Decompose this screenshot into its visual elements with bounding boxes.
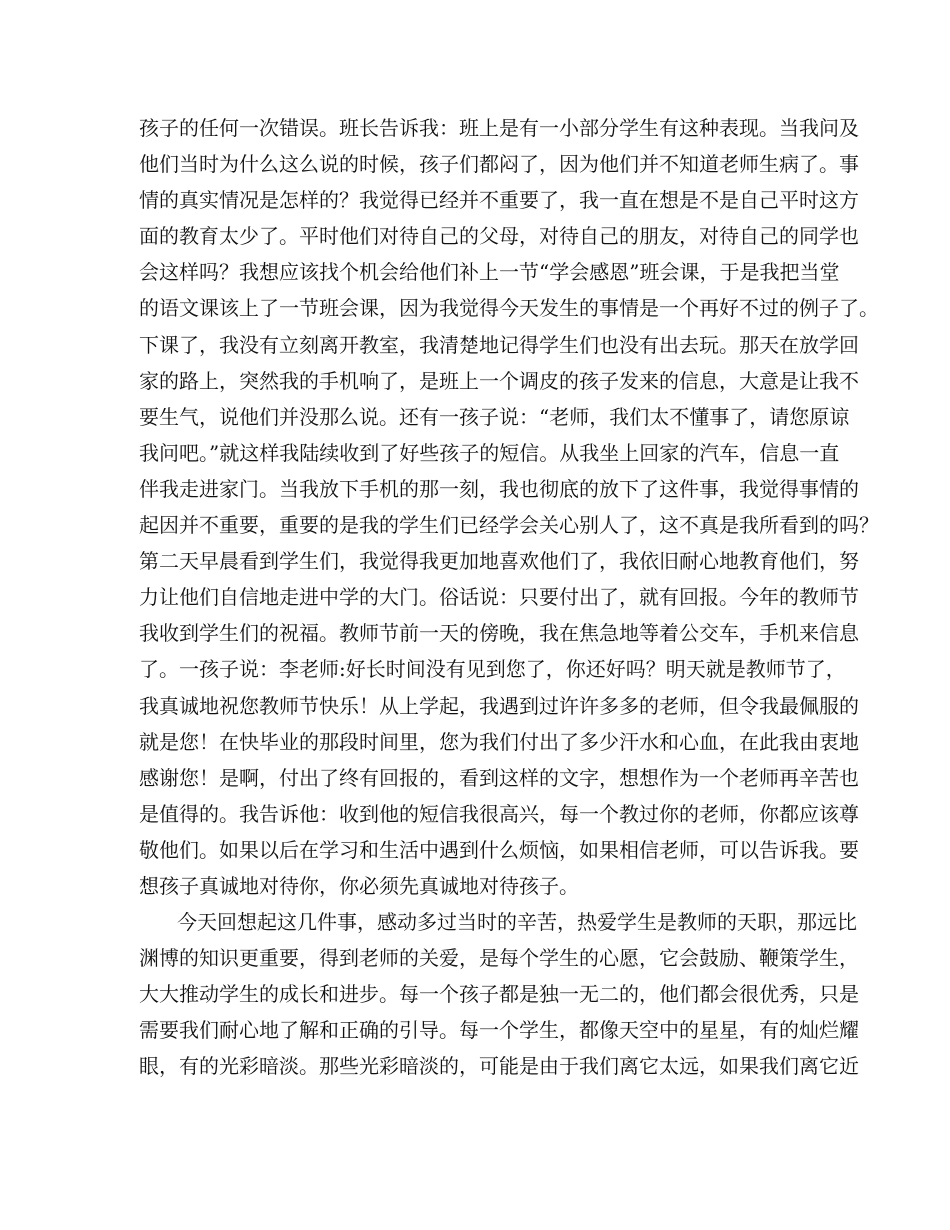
paragraph-start-line: 今天回想起这几件事，感动多过当时的辛苦，热爱学生是教师的天职，那远比 [177,910,857,935]
text-line: 敬他们。如果以后在学习和生活中遇到什么烦恼，如果相信老师，可以告诉我。要 [139,837,859,862]
text-line: 大大推动学生的成长和进步。每一个孩子都是独一无二的，他们都会很优秀，只是 [139,982,859,1007]
text-line: 感谢您！是啊，付出了终有回报的，看到这样的文字，想想作为一个老师再辛苦也 [139,765,859,790]
text-line: 渊博的知识更重要，得到老师的关爱，是每个学生的心愿，它会鼓励、鞭策学生， [139,946,859,971]
text-line: 会这样吗？我想应该找个机会给他们补上一节“学会感恩”班会课，于是我把当堂 [139,260,840,285]
text-line: 需要我们耐心地了解和正确的引导。每一个学生，都像天空中的星星，有的灿烂耀 [139,1018,859,1043]
text-line: 起因并不重要，重要的是我的学生们已经学会关心别人了，这不真是我所看到的吗？ [139,513,879,538]
text-line: 了。一孩子说：李老师:好长时间没有见到您了，你还好吗？明天就是教师节了， [139,657,846,682]
text-line: 要生气，说他们并没那么说。还有一孩子说：“老师，我们太不懂事了，请您原谅 [139,404,850,429]
text-line: 我问吧。”就这样我陆续收到了好些孩子的短信。从我坐上回家的汽车，信息一直 [139,440,840,465]
text-line: 面的教育太少了。平时他们对待自己的父母，对待自己的朋友，对待自己的同学也 [139,224,859,249]
text-line: 第二天早晨看到学生们，我觉得我更加地喜欢他们了，我依旧耐心地教育他们，努 [139,549,859,574]
text-line: 就是您！在快毕业的那段时间里，您为我们付出了多少汗水和心血，在此我由衷地 [139,729,859,754]
text-line: 的语文课该上了一节班会课，因为我觉得今天发生的事情是一个再好不过的例子了。 [139,296,879,321]
text-line: 家的路上，突然我的手机响了，是班上一个调皮的孩子发来的信息，大意是让我不 [139,368,859,393]
text-line: 力让他们自信地走进中学的大门。俗话说：只要付出了，就有回报。今年的教师节 [139,585,859,610]
text-line: 想孩子真诚地对待你，你必须先真诚地对待孩子。 [139,873,579,898]
text-line: 伴我走进家门。当我放下手机的那一刻，我也彻底的放下了这件事，我觉得事情的 [139,476,859,501]
text-line: 是值得的。我告诉他：收到他的短信我很高兴，每一个教过你的老师，你都应该尊 [139,801,859,826]
text-line: 我真诚地祝您教师节快乐！从上学起，我遇到过许许多多的老师，但令我最佩服的 [139,693,859,718]
text-line: 孩子的任何一次错误。班长告诉我：班上是有一小部分学生有这种表现。当我问及 [139,116,859,140]
text-line: 他们当时为什么这么说的时候，孩子们都闷了，因为他们并不知道老师生病了。事 [139,152,859,177]
text-line: 下课了，我没有立刻离开教室，我清楚地记得学生们也没有出去玩。那天在放学回 [139,332,859,357]
body-text [139,110,879,1085]
text-line: 情的真实情况是怎样的？我觉得已经并不重要了，我一直在想是不是自己平时这方 [139,188,859,213]
text-line: 眼，有的光彩暗淡。那些光彩暗淡的，可能是由于我们离它太远，如果我们离它近 [139,1054,859,1079]
text-line: 我收到学生们的祝福。教师节前一天的傍晚，我在焦急地等着公交车，手机来信息 [139,621,859,646]
